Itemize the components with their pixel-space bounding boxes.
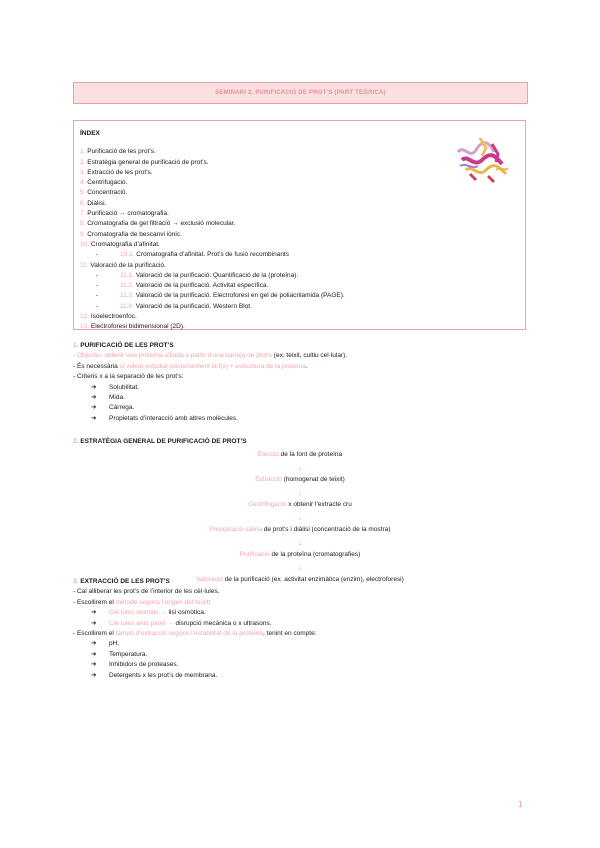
flow-step: Extracció (homogenat de teixit)	[255, 476, 345, 483]
down-arrow-icon: ↓	[298, 563, 302, 572]
index-item: 8. Cromatografia de gel filtració → exclusió molecular.	[80, 220, 236, 228]
arrow-bullet-icon: ➔	[91, 414, 97, 422]
down-arrow-icon: ↓	[298, 488, 302, 497]
method-line: - Escollirem el mètode segons l’origen del teixit:	[73, 598, 211, 606]
index-item: 10. Cromatografia d’afinitat.	[80, 240, 160, 248]
list-item: ➔ Temperatura.	[73, 650, 533, 660]
purification-flowchart	[73, 450, 527, 585]
list-item: ➔ Inhibidors de proteases.	[73, 660, 533, 670]
arrow-bullet-icon: ➔	[91, 609, 97, 617]
flow-step: Valoració de la purificació (ex. activitat enzimàtica (enzim), electroforesi)	[196, 576, 404, 583]
arrow-bullet-icon: ➔	[91, 640, 97, 648]
index-item: 7. Purificació → cromatografia.	[80, 210, 169, 218]
section-heading: 1. PURIFICACIÓ DE LES PROT’S	[73, 342, 174, 349]
flow-step: Elecció de la font de proteïna	[257, 451, 343, 458]
protein-structure-icon	[452, 130, 512, 185]
section-heading: 2. ESTRATÈGIA GENERAL DE PURIFICACIÓ DE PROT’S	[73, 438, 247, 445]
document-title-banner	[73, 82, 528, 104]
arrow-bullet-icon: ➔	[91, 619, 97, 627]
index-item: 2. Estratègia general de purificació de prot’s.	[80, 158, 209, 166]
arrow-bullet-icon: ➔	[91, 404, 97, 412]
index-item: 5. Concentració.	[80, 189, 128, 197]
index-heading: ÍNDEX	[80, 130, 100, 137]
index-item: 12. Isoelectroenfoc.	[80, 313, 137, 321]
release-line: - Cal alliberar les prot’s de l’interior de les cèl·lules.	[73, 588, 220, 596]
list-item: ➔ Propietats d’interacció amb altres molècules.	[73, 414, 533, 424]
flow-step: Precipitació salina de prot’s i diàlisi (concentració de la mostra)	[209, 526, 391, 533]
index-subitem: - 11.1. Valoració de la purificació. Quantificació de la (proteïna).	[96, 271, 299, 279]
criteria-line: - Criteris x a la separació de les prot’s:	[73, 373, 184, 381]
list-item: ➔ pH.	[73, 639, 533, 649]
arrow-bullet-icon: ➔	[91, 650, 97, 658]
objective-line: - Objectiu: obtenir una proteïna aïllada a partir d’una barreja de prot’s (ex. teixit, cultiu cel·lular).	[73, 352, 348, 360]
index-subitem: - 11.3. Valoració de la purificació. Electroforesi en gel de poliacrilamida (PAGE).	[96, 292, 345, 300]
down-arrow-icon: ↓	[298, 463, 302, 472]
index-item: 1. Purificació de les prot’s.	[80, 148, 156, 156]
index-item: 3. Extracció de les prot’s.	[80, 168, 153, 176]
necessity-line: - És necessària si volem estudiar posteriorment la f(x) + estructura de la proteïna.	[73, 362, 308, 370]
list-item: ➔ Cèl·lules animals → lisi osmòtica.	[73, 608, 533, 618]
buffer-line: - Escollirem el tampó d’extracció segons l’estabilitat de la proteïna, tenint en compte:	[73, 630, 317, 638]
section-1	[73, 341, 533, 424]
section-2-heading-block	[73, 437, 533, 447]
index-item: 6. Diàlisi.	[80, 199, 107, 207]
arrow-bullet-icon: ➔	[91, 671, 97, 679]
index-subitem: - 11.2. Valoració de la purificació. Activitat específica.	[96, 282, 269, 290]
list-item: ➔ Mida.	[73, 393, 533, 403]
page-number: 1	[518, 800, 523, 809]
down-arrow-icon: ↓	[298, 513, 302, 522]
index-item: 9. Cromatografia de bescanvi iònic.	[80, 230, 182, 238]
down-arrow-icon: ↓	[298, 538, 302, 547]
index-item: 13. Electroforesi bidimensional (2D).	[80, 323, 185, 331]
arrow-bullet-icon: ➔	[91, 394, 97, 402]
list-item: ➔ Detergents x les prot’s de membrana.	[73, 671, 533, 681]
flow-step: Centrifugació x obtenir l’extracte cru	[248, 501, 352, 508]
section-3	[73, 577, 533, 681]
index-subitem: - 10.1. Cromatografia d’afinitat. Prot’s de fusió recombinants	[96, 251, 289, 259]
index-subitem: - 11.4. Valoració de la purificació. Western Blot.	[96, 302, 252, 310]
list-item: ➔ Solubilitat.	[73, 383, 533, 393]
flow-step: Purificació de la proteïna (cromatografies)	[239, 551, 361, 558]
document-title: SEMINARI 2. PURIFICACIÓ DE PROT’S (PART TEÒRICA)	[215, 90, 386, 96]
arrow-bullet-icon: ➔	[91, 383, 97, 391]
index-item: 4. Centrifugació.	[80, 179, 128, 187]
index-item: 11. Valoració de la purificació.	[80, 261, 166, 269]
section-heading: 3. EXTRACCIÓ DE LES PROT’S	[73, 578, 170, 585]
arrow-bullet-icon: ➔	[91, 661, 97, 669]
list-item: ➔ Cèl·lules amb paret → disrupció mecànica o x ultrasons.	[73, 619, 533, 629]
list-item: ➔ Càrrega.	[73, 403, 533, 413]
